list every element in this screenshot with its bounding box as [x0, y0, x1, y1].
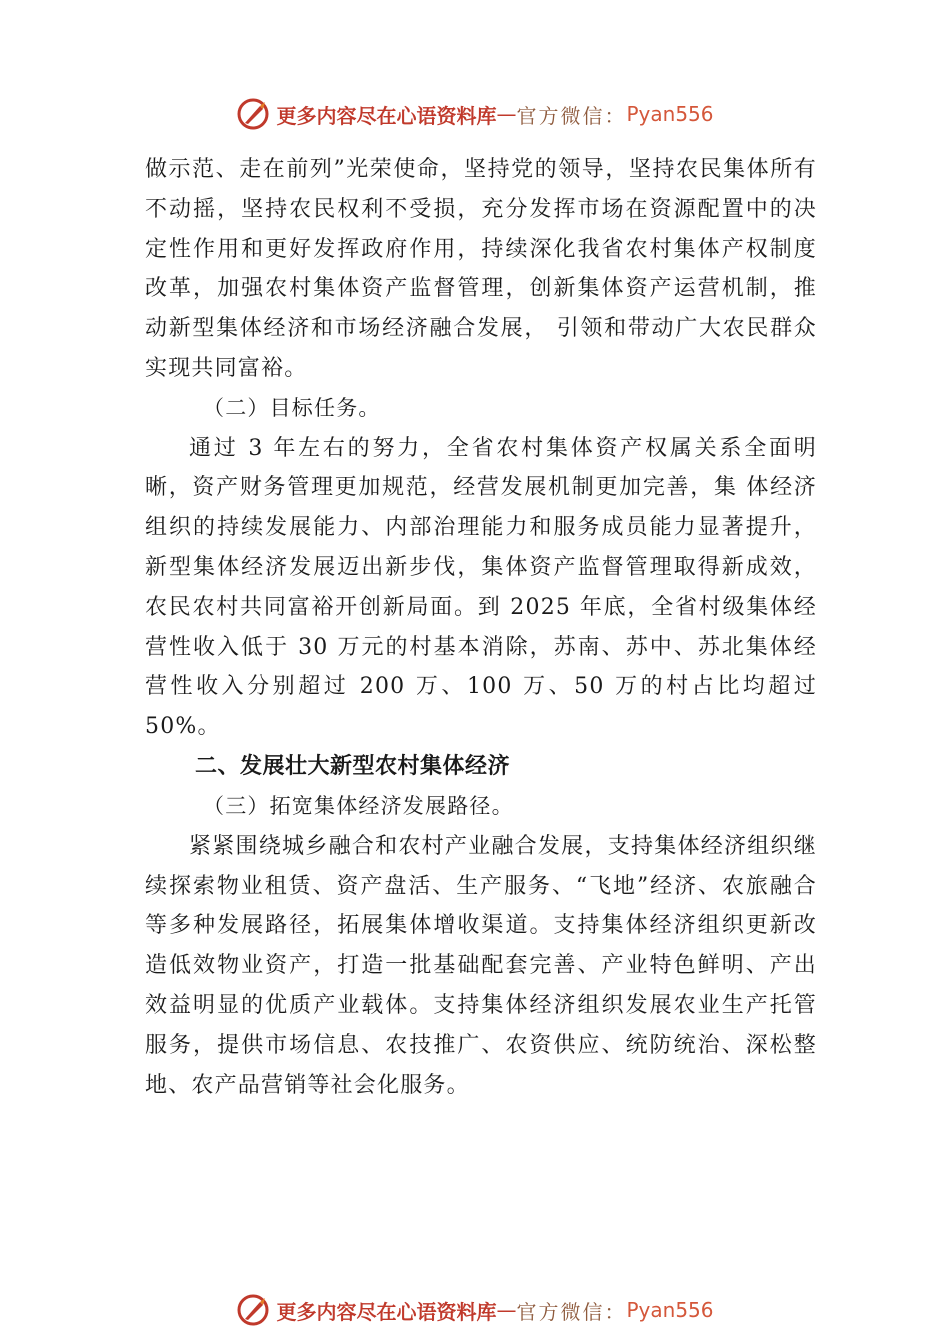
- wechat-label: 官方微信：: [516, 1299, 627, 1324]
- separator: —: [496, 1298, 517, 1322]
- separator: —: [496, 102, 517, 126]
- brand-text: 更多内容尽在心语资料库: [276, 103, 497, 128]
- document-body: [145, 150, 826, 1105]
- paragraph-continued: 做示范、走在前列”光荣使命，坚持党的领导，坚持农民集体所有不动摇，坚持农民权利不受损，充分发挥市场在资源配置中的决定性作用和更好发挥政府作用，持续深化我省农村集体产权制度改革，加强农村集体资产监督管理，创新集体资产运营机制，推动新型集体经济和市场经济融合发展， 引领和带动广大农民群众实现共同富裕。: [145, 157, 817, 381]
- brand-text: 更多内容尽在心语资料库: [276, 1299, 497, 1324]
- quill-pen-logo-icon: [236, 1293, 270, 1327]
- section-heading: 二、发展壮大新型农村集体经济: [195, 753, 511, 779]
- header-watermark-banner: [0, 94, 950, 134]
- wechat-label: 官方微信：: [516, 103, 627, 128]
- footer-watermark-banner: [0, 1290, 950, 1330]
- subheading-goals: （二）目标任务。: [203, 395, 381, 420]
- paragraph-paths: 紧紧围绕城乡融合和农村产业融合发展，支持集体经济组织继续探索物业租赁、资产盘活、生产服务、“飞地”经济、农旅融合等多种发展路径，拓展集体增收渠道。支持集体经济组织更新改造低效物业资产，打造一批基础配套完善、产业特色鲜明、产出效益明显的优质产业载体。支持集体经济组织发展农业生产托管服务，提供市场信息、农技推广、农资供应、统防统治、深松整地、农产品营销等社会化服务。: [145, 833, 817, 1098]
- wechat-id: Pyan556: [626, 102, 714, 126]
- subheading-paths: （三）拓宽集体经济发展路径。: [203, 793, 514, 818]
- quill-pen-logo-icon: [236, 97, 270, 131]
- paragraph-goals: 通过 3 年左右的努力，全省农村集体资产权属关系全面明晰，资产财务管理更加规范，经营发展机制更加完善，集 体经济组织的持续发展能力、内部治理能力和服务成员能力显著提升，新型集体经济发展迈出新步伐，集体资产监督管理取得新成效，农民农村共同富裕开创新局面。到 2025 年底，全省村级集体经营性收入低于 30 万元的村基本消除，苏南、苏中、苏北集体经营性收入分别超过 200 万、100 万、50 万的村占比均超过 50%。: [145, 435, 826, 740]
- wechat-id: Pyan556: [626, 1298, 714, 1322]
